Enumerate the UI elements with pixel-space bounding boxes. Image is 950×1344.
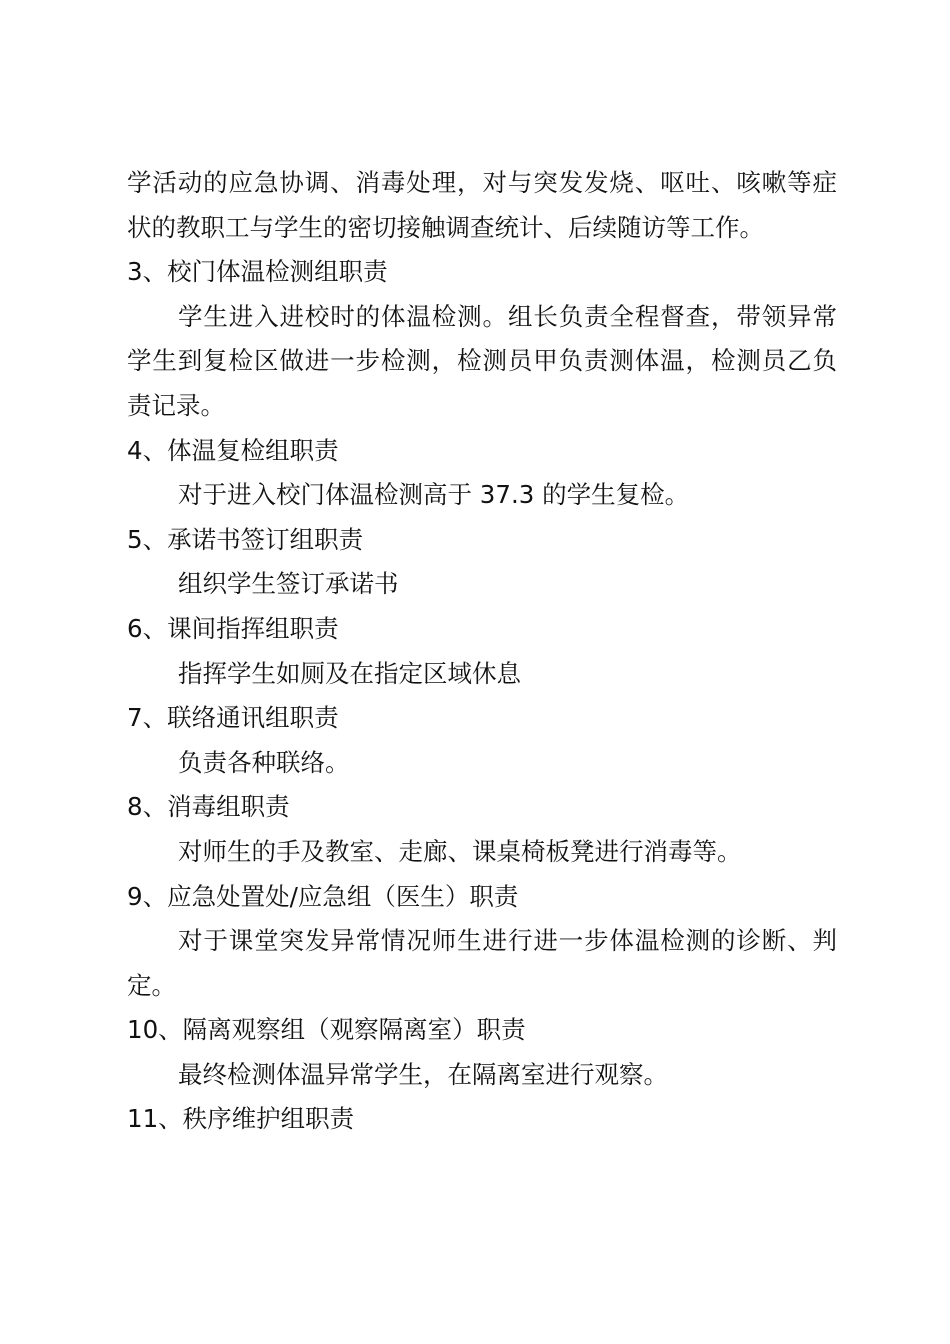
section-body-5: 组织学生签订承诺书 [178, 569, 399, 599]
section-heading-3: 3、校门体温检测组职责 [127, 257, 388, 287]
section-heading-6: 6、课间指挥组职责 [127, 613, 339, 643]
section-heading-10: 10、隔离观察组（观察隔离室）职责 [127, 1015, 526, 1045]
section-heading-5: 5、承诺书签订组职责 [127, 524, 364, 554]
section-heading-8: 8、消毒组职责 [127, 792, 290, 822]
document-body [127, 161, 837, 1142]
section-body-4: 对于进入校门体温检测高于 37.3 的学生复检。 [178, 480, 690, 510]
section-body-8: 对师生的手及教室、走廊、课桌椅板凳进行消毒等。 [178, 836, 742, 866]
section-heading-7: 7、联络通讯组职责 [127, 703, 339, 733]
section-heading-9: 9、应急处置处/应急组（医生）职责 [127, 881, 519, 911]
section-body-6: 指挥学生如厕及在指定区域休息 [178, 658, 521, 688]
section-body-3: 学生进入进校时的体温检测。组长负责全程督查，带领异常学生到复检区做进一步检测，检测员甲负责测体温，检测员乙负责记录。 [127, 301, 837, 420]
section-body-7: 负责各种联络。 [178, 747, 350, 777]
section-body-10: 最终检测体温异常学生，在隔离室进行观察。 [178, 1059, 668, 1089]
section-body-9: 对于课堂突发异常情况师生进行进一步体温检测的诊断、判定。 [127, 926, 837, 1000]
section-heading-11: 11、秩序维护组职责 [127, 1104, 355, 1134]
continuation-paragraph: 学活动的应急协调、消毒处理，对与突发发烧、呕吐、咳嗽等症状的教职工与学生的密切接触调查统计、后续随访等工作。 [127, 168, 837, 242]
section-heading-4: 4、体温复检组职责 [127, 435, 339, 465]
